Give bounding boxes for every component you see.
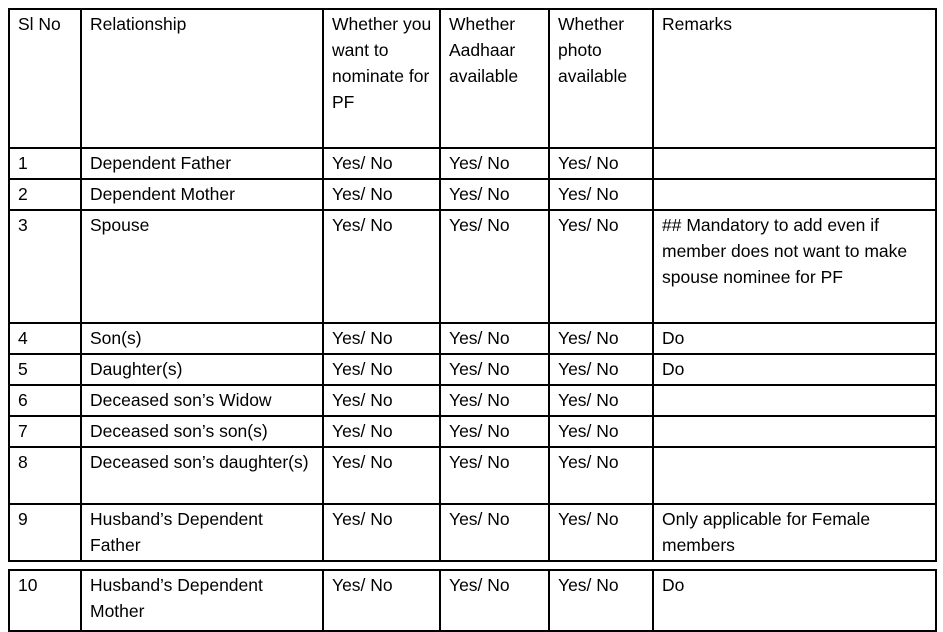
col-header-aadhaar-available: Whether Aadhaar available (440, 9, 549, 148)
cell-nominate-pf: Yes/ No (323, 148, 440, 179)
cell-sl-no: 10 (9, 570, 81, 631)
cell-sl-no: 8 (9, 447, 81, 504)
col-header-photo-available: Whether photo available (549, 9, 653, 148)
table-row (9, 354, 936, 385)
cell-photo: Yes/ No (549, 416, 653, 447)
cell-photo: Yes/ No (549, 504, 653, 561)
cell-nominate-pf: Yes/ No (323, 323, 440, 354)
cell-relationship: Deceased son’s daughter(s) (81, 447, 323, 504)
cell-aadhaar: Yes/ No (440, 323, 549, 354)
col-header-relationship: Relationship (81, 9, 323, 148)
cell-aadhaar: Yes/ No (440, 570, 549, 631)
cell-photo: Yes/ No (549, 179, 653, 210)
table-row (9, 570, 936, 631)
cell-relationship: Husband’s Dependent Father (81, 504, 323, 561)
cell-aadhaar: Yes/ No (440, 210, 549, 323)
cell-relationship: Dependent Mother (81, 179, 323, 210)
cell-nominate-pf: Yes/ No (323, 210, 440, 323)
cell-sl-no: 9 (9, 504, 81, 561)
cell-remarks: Do (653, 570, 936, 631)
cell-nominate-pf: Yes/ No (323, 416, 440, 447)
document-page (8, 8, 935, 632)
cell-remarks (653, 416, 936, 447)
cell-relationship: Husband’s Dependent Mother (81, 570, 323, 631)
cell-remarks: Do (653, 354, 936, 385)
cell-aadhaar: Yes/ No (440, 416, 549, 447)
cell-sl-no: 2 (9, 179, 81, 210)
cell-nominate-pf: Yes/ No (323, 447, 440, 504)
cell-relationship: Spouse (81, 210, 323, 323)
cell-photo: Yes/ No (549, 210, 653, 323)
cell-remarks (653, 385, 936, 416)
cell-remarks (653, 447, 936, 504)
pf-nomination-table-continued (8, 569, 937, 632)
cell-sl-no: 6 (9, 385, 81, 416)
cell-photo: Yes/ No (549, 385, 653, 416)
table-row (9, 504, 936, 561)
cell-sl-no: 5 (9, 354, 81, 385)
cell-sl-no: 4 (9, 323, 81, 354)
cell-aadhaar: Yes/ No (440, 385, 549, 416)
cell-photo: Yes/ No (549, 148, 653, 179)
cell-aadhaar: Yes/ No (440, 447, 549, 504)
col-header-sl-no: Sl No (9, 9, 81, 148)
cell-nominate-pf: Yes/ No (323, 354, 440, 385)
table-row (9, 179, 936, 210)
cell-remarks (653, 148, 936, 179)
cell-remarks-spouse-mandatory: ## Mandatory to add even if member does not want to make spouse nominee for PF (653, 210, 936, 323)
table-row (9, 385, 936, 416)
header-row (9, 9, 936, 148)
cell-nominate-pf: Yes/ No (323, 570, 440, 631)
cell-nominate-pf: Yes/ No (323, 385, 440, 416)
cell-remarks-female-only: Only applicable for Female members (653, 504, 936, 561)
cell-photo: Yes/ No (549, 570, 653, 631)
cell-nominate-pf: Yes/ No (323, 504, 440, 561)
cell-photo: Yes/ No (549, 447, 653, 504)
cell-relationship: Son(s) (81, 323, 323, 354)
cell-nominate-pf: Yes/ No (323, 179, 440, 210)
cell-photo: Yes/ No (549, 323, 653, 354)
cell-aadhaar: Yes/ No (440, 148, 549, 179)
cell-sl-no: 3 (9, 210, 81, 323)
col-header-nominate-pf: Whether you want to nominate for PF (323, 9, 440, 148)
pf-nomination-table (8, 8, 937, 562)
cell-sl-no: 7 (9, 416, 81, 447)
col-header-remarks: Remarks (653, 9, 936, 148)
cell-relationship: Deceased son’s Widow (81, 385, 323, 416)
table-row (9, 210, 936, 323)
cell-remarks (653, 179, 936, 210)
table-row (9, 416, 936, 447)
cell-relationship: Daughter(s) (81, 354, 323, 385)
cell-photo: Yes/ No (549, 354, 653, 385)
cell-aadhaar: Yes/ No (440, 179, 549, 210)
table-row (9, 447, 936, 504)
cell-remarks: Do (653, 323, 936, 354)
cell-relationship: Deceased son’s son(s) (81, 416, 323, 447)
table-row (9, 148, 936, 179)
cell-aadhaar: Yes/ No (440, 504, 549, 561)
cell-aadhaar: Yes/ No (440, 354, 549, 385)
table-row (9, 323, 936, 354)
cell-sl-no: 1 (9, 148, 81, 179)
cell-relationship: Dependent Father (81, 148, 323, 179)
